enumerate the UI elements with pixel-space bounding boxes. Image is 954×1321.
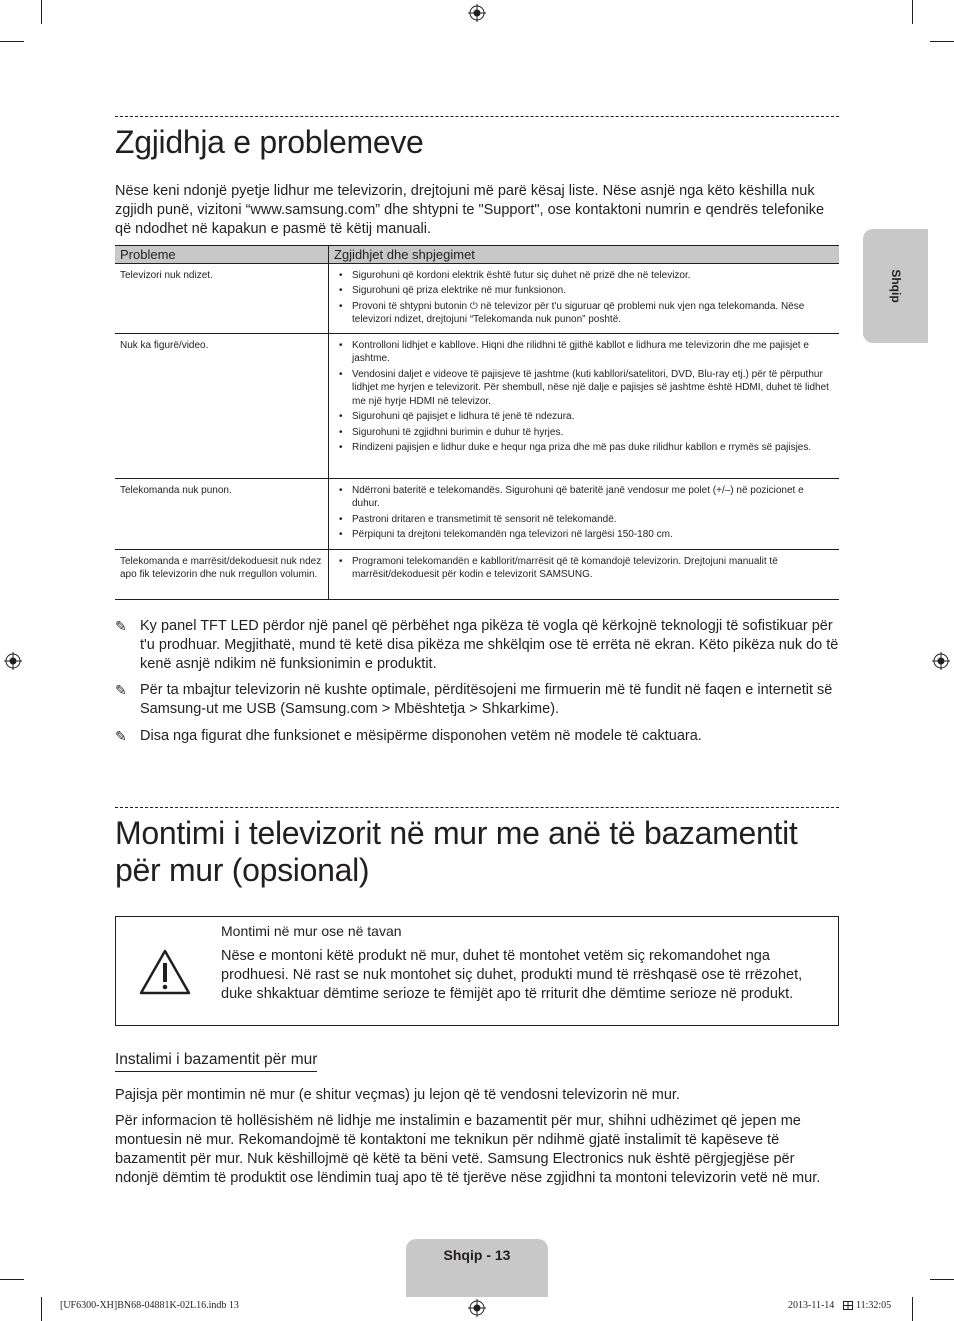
crop-mark xyxy=(0,41,24,42)
registration-mark-icon xyxy=(932,652,950,670)
registration-mark-icon xyxy=(468,1299,486,1317)
problem-cell: Telekomanda nuk punon. xyxy=(115,478,329,549)
crop-mark xyxy=(912,0,913,24)
registration-mark-icon xyxy=(468,4,486,22)
solution-item: • Provoni të shtypni butonin ⏻ në televizor për t'u siguruar që problemi nuk vjen nga telekomanda. Nëse televizori ndizet, drejtojuni “Telekomanda nuk punon” poshtë. xyxy=(334,300,834,327)
warning-triangle-icon xyxy=(138,948,192,996)
solution-item: • Sigurohuni që kordoni elektrik është futur siç duhet në prizë dhe në televizor. xyxy=(334,269,834,283)
note xyxy=(115,727,839,746)
intro-paragraph: Nëse keni ndonjë pyetje lidhur me televizorin, drejtojuni më parë kësaj liste. Nëse asnjë nga këto këshilla nuk zgjidh punë, vizitoni “www.samsung.com” dhe shtypni te "Support", ose kontaktoni numrin e qendrës telefonike që ndodhet në kapakun e pasmë të këtij manuali. xyxy=(115,183,825,237)
solution-item: • Programoni telekomandën e kabllorit/marrësit që të komandojë televizorin. Drejtojuni manualit të marrësit/dekoduesit për kodin e televizorit SAMSUNG. xyxy=(334,555,834,582)
crop-mark xyxy=(912,1297,913,1321)
solution-item: • Vendosini daljet e videove të pajisjeve të jashtme (kuti kabllori/satelitori, DVD, Blu-ray etj.) për të përputhur lidhjet me hyrjen e televizorit. Për shembull, nëse një dalje e pajisjes së jashtme është HDMI, duhet të lidhet me një hyrje HDMI në televizor. xyxy=(334,368,834,409)
language-side-tab xyxy=(863,229,928,343)
body-paragraph: Pajisja për montimin në mur (e shitur veçmas) ju lejon që të vendosni televizorin në mur. xyxy=(115,1087,680,1103)
footer-file-info: [UF6300-XH]BN68-04881K-02L16.indb 13 xyxy=(60,1300,239,1311)
solution-item: • Ndërroni bateritë e telekomandës. Sigurohuni që bateritë janë vendosur me polet (+/–) në pozicionet e duhur. xyxy=(334,484,834,511)
pencil-note-icon: ✎ xyxy=(115,618,127,634)
table-row xyxy=(115,333,839,478)
section-title: Montimi i televizorit në mur me anë të bazamentit për mur (opsional) xyxy=(115,815,798,888)
solution-cell xyxy=(329,333,840,478)
solution-item: • Kontrolloni lidhjet e kabllove. Hiqni dhe rilidhni të gjithë kabllot e lidhura me televizorin dhe me pajisjet e jashtme. xyxy=(334,339,834,366)
pencil-note-icon: ✎ xyxy=(115,682,127,698)
problem-cell: Nuk ka figurë/video. xyxy=(115,333,329,478)
solution-item: • Sigurohuni të zgjidhni burimin e duhur të hyrjes. xyxy=(334,426,834,440)
section-divider xyxy=(115,116,839,117)
problem-cell: Televizori nuk ndizet. xyxy=(115,263,329,333)
solution-cell xyxy=(329,478,840,549)
registration-mark-icon xyxy=(4,652,22,670)
subheading: Instalimi i bazamentit për mur xyxy=(115,1050,317,1072)
note xyxy=(115,617,839,674)
note xyxy=(115,681,839,719)
page-number-tab xyxy=(406,1239,548,1297)
language-side-tab-label: Shqip xyxy=(888,269,903,303)
solution-item: • Përpiquni ta drejtoni telekomandën nga televizori në largësi 150-180 cm. xyxy=(334,528,834,542)
crop-mark xyxy=(41,1297,42,1321)
crop-mark xyxy=(0,1279,24,1280)
solution-item: • Pastroni dritaren e transmetimit të sensorit në telekomandë. xyxy=(334,513,834,527)
column-header-solutions: Zgjidhjet dhe shpjegimet xyxy=(329,246,840,264)
table-row xyxy=(115,549,839,599)
section-divider xyxy=(115,807,839,808)
page-number: Shqip - 13 xyxy=(443,1247,511,1263)
note-text: Ky panel TFT LED përdor një panel që përbëhet nga pikëza të vogla që kërkojnë teknologji të sofistikuar për t'u prodhuar. Megjithatë, mund të ketë disa pikëza me shkëlqim ose të errëta në ekran. Këto pikëza nuk do të kenë asnjë ndikim në funksionimin e produktit. xyxy=(140,618,839,672)
warning-heading: Montimi në mur ose në tavan xyxy=(221,923,402,939)
solution-item: • Rindizeni pajisjen e lidhur duke e hequr nga priza dhe më pas duke rilidhur kabllon e rrymës së pajisjes. xyxy=(334,441,834,455)
table-row xyxy=(115,263,839,333)
warning-text: Nëse e montoni këtë produkt në mur, duhet të montohet vetëm siç rekomandohet nga prodhuesi. Në rast se nuk montohet siç duhet, produkti mund të rrëshqasë ose të rrëzohet, duke shkaktuar dëmtime serioze te fëmijët apo të rriturit dhe dëmtime serioze në produkt. xyxy=(221,948,803,1002)
note-text: Për ta mbajtur televizorin në kushte optimale, përditësojeni me firmuerin më të fundit në faqen e internetit së Samsung-ut me USB (Samsung.com > Mbështetja > Shkarkime). xyxy=(140,682,833,717)
clock-icon xyxy=(843,1301,853,1310)
crop-mark xyxy=(41,0,42,24)
pencil-note-icon: ✎ xyxy=(115,728,127,744)
troubleshooting-table xyxy=(115,245,839,600)
note-text: Disa nga figurat dhe funksionet e mësipërme disponohen vetëm në modele të caktuara. xyxy=(140,728,702,744)
page-title: Zgjidhja e problemeve xyxy=(115,124,424,160)
footer-date: 2013-11-14 xyxy=(788,1300,835,1311)
problem-cell: Telekomanda e marrësit/dekoduesit nuk ndez apo fik televizorin dhe nuk rregullon volumin. xyxy=(115,549,329,599)
solution-item: • Sigurohuni që priza elektrike në mur funksionon. xyxy=(334,284,834,298)
solution-cell xyxy=(329,549,840,599)
solution-item: • Sigurohuni që pajisjet e lidhura të jenë të ndezura. xyxy=(334,410,834,424)
solution-cell xyxy=(329,263,840,333)
table-row xyxy=(115,478,839,549)
table-header-row xyxy=(115,246,839,264)
crop-mark xyxy=(930,41,954,42)
footer-time: 11:32:05 xyxy=(856,1300,892,1311)
body-paragraph: Për informacion të hollësishëm në lidhje me instalimin e bazamentit për mur, shihni udhëzimet që jepen me montuesin në mur. Rekomandojmë të kontaktoni me teknikun për ndihmë gjatë instalimit të kapëseve të bazamentit për mur. Nuk këshillojmë që këtë ta bëni vetë. Samsung Electronics nuk është përgjegjëse për ndonjë dëmtim të produktit ose lëndimin tuaj apo të të tjerëve nëse zgjidhni ta montoni televizorin vetë në mur. xyxy=(115,1113,821,1186)
warning-box xyxy=(115,916,839,1026)
crop-mark xyxy=(930,1279,954,1280)
column-header-problems: Probleme xyxy=(115,246,329,264)
